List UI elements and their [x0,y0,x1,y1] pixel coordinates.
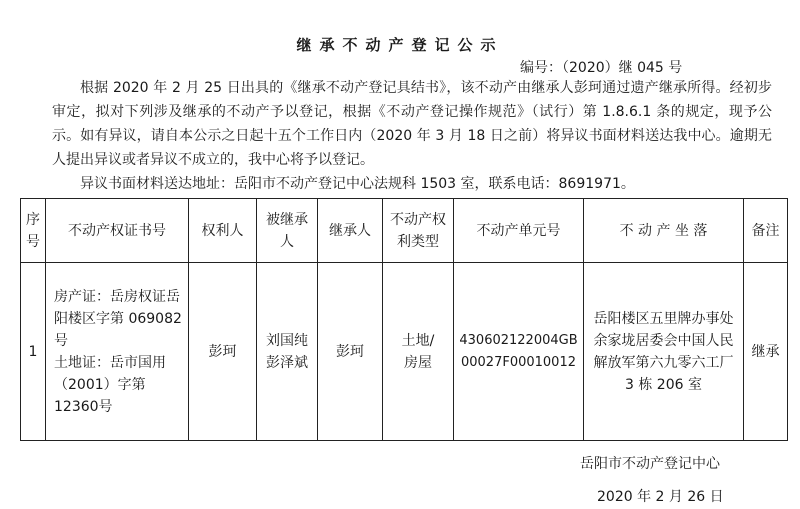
notice-paragraph: 根据 2020 年 2 月 25 日出具的《继承不动产登记具结书》，该不动产由继承人彭珂通过遗产继承所得。经初步审定，拟对下列涉及继承的不动产予以登记，根据《不动产登记操作规范》（试行）第 1.8.6.1 条的规定，现予公示。如有异议，请自本公示之日起十五个工作日内（2020 年 3 月 18 日之前）将异议书面材料送达我中心。逾期无人提出异议或者异议不成立的，我中心将予以登记。 [52,80,772,168]
cell-right-type: 土地/ 房屋 [383,263,454,441]
cell-remark: 继承 [744,263,788,441]
header-cert: 不动产权证书号 [46,199,189,263]
table-row [21,263,788,441]
header-owner: 权利人 [189,199,257,263]
cell-seq: 1 [21,263,46,441]
document-number: 编号：（2020）继 045 号 [520,60,683,76]
issue-date: 2020 年 2 月 26 日 [597,489,724,505]
objection-address: 异议书面材料送达地址：岳阳市不动产登记中心法规科 1503 室，联系电话：8691971。 [80,176,635,192]
notice-title: 继承不动产登记公示 [296,36,504,54]
header-location: 不 动 产 坐 落 [584,199,744,263]
header-unit-no: 不动产单元号 [454,199,584,263]
cell-unit-no: 430602122004GB00027F00010012 [454,263,584,441]
cell-location: 岳阳楼区五里牌办事处余家垅居委会中国人民解放军第六九零六工厂 3 栋 206 室 [584,263,744,441]
notice-body [52,76,772,196]
table-header-row [21,199,788,263]
cell-owner: 彭珂 [189,263,257,441]
header-right-type: 不动产权利类型 [383,199,454,263]
header-heir: 继承人 [318,199,383,263]
cell-decedent: 刘国纯 彭泽斌 [257,263,318,441]
registration-table [20,198,788,441]
header-decedent: 被继承人 [257,199,318,263]
header-seq: 序号 [21,199,46,263]
issuer: 岳阳市不动产登记中心 [580,456,720,472]
header-remark: 备注 [744,199,788,263]
cell-heir: 彭珂 [318,263,383,441]
cell-cert: 房产证：岳房权证岳阳楼区字第 069082号 土地证：岳市国用（2001）字第 12360号 [46,263,189,441]
